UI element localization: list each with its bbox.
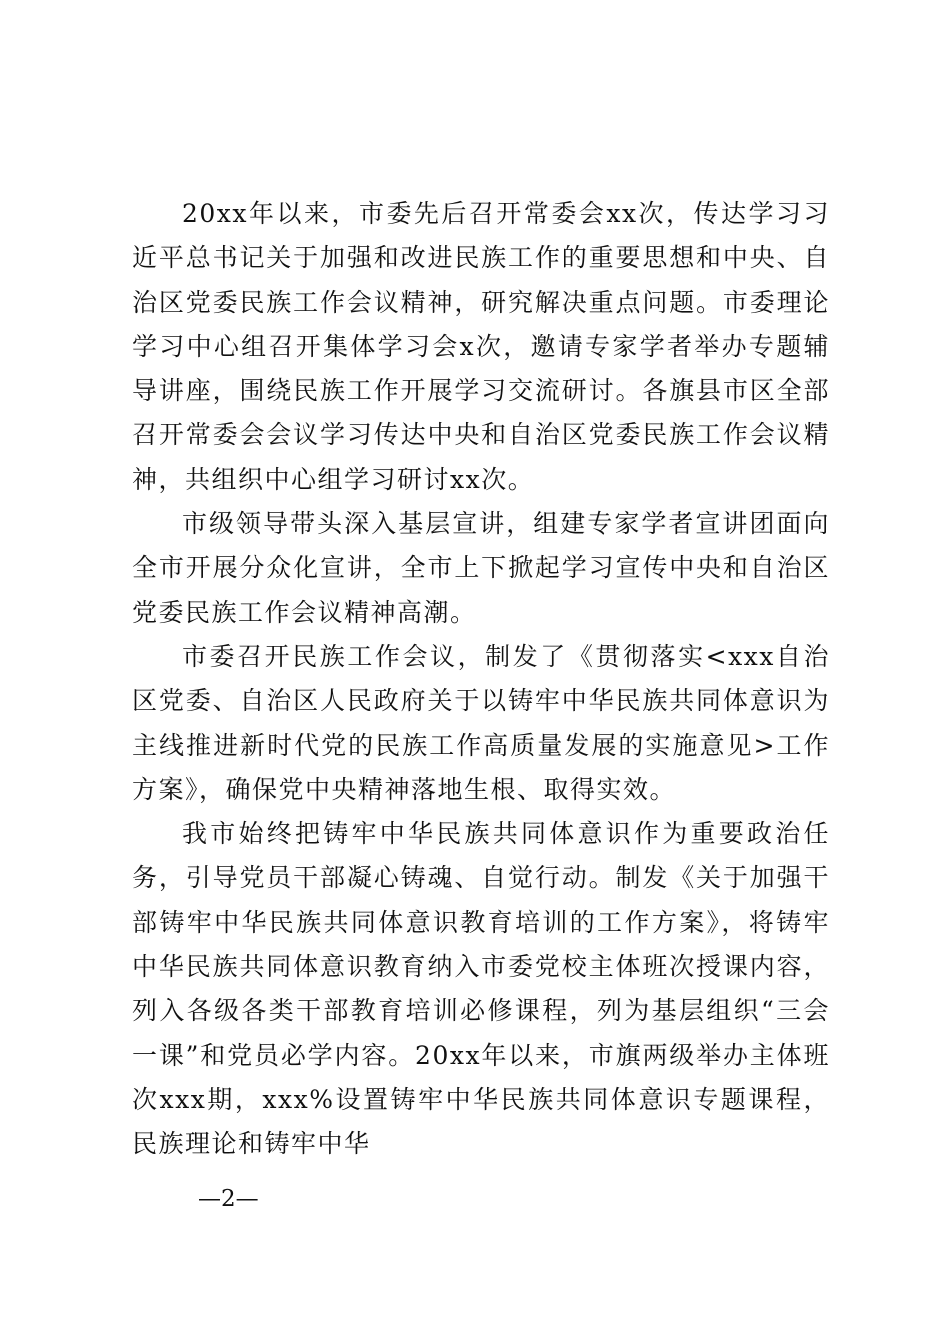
page-number: —2— — [198, 1186, 259, 1212]
paragraph-1: 20xx年以来，市委先后召开常委会xx次，传达学习习近平总书记关于加强和改进民族工作的重要思想和中央、自治区党委民族工作会议精神，研究解决重点问题。市委理论学习中心组召开集体学习会x次，邀请专家学者举办专题辅导讲座，围绕民族工作开展学习交流研讨。各旗县市区全部召开常委会会议学习传达中央和自治区党委民族工作会议精神，共组织中心组学习研讨xx次。 — [132, 199, 830, 494]
body-text — [132, 192, 830, 1167]
paragraph-2: 市级领导带头深入基层宣讲，组建专家学者宣讲团面向全市开展分众化宣讲，全市上下掀起学习宣传中央和自治区党委民族工作会议精神高潮。 — [132, 509, 830, 627]
paragraph-3: 市委召开民族工作会议，制发了《贯彻落实<xxx自治区党委、自治区人民政府关于以铸牢中华民族共同体意识为主线推进新时代党的民族工作高质量发展的实施意见>工作方案》，确保党中央精神落地生根、取得实效。 — [132, 641, 830, 804]
paragraph-4: 我市始终把铸牢中华民族共同体意识作为重要政治任务，引导党员干部凝心铸魂、自觉行动。制发《关于加强干部铸牢中华民族共同体意识教育培训的工作方案》，将铸牢中华民族共同体意识教育纳入市委党校主体班次授课内容，列入各级各类干部教育培训必修课程，列为基层组织“三会一课”和党员必学内容。20xx年以来，市旗两级举办主体班次xxx期，xxx%设置铸牢中华民族共同体意识专题课程，民族理论和铸牢中华 — [132, 819, 830, 1159]
